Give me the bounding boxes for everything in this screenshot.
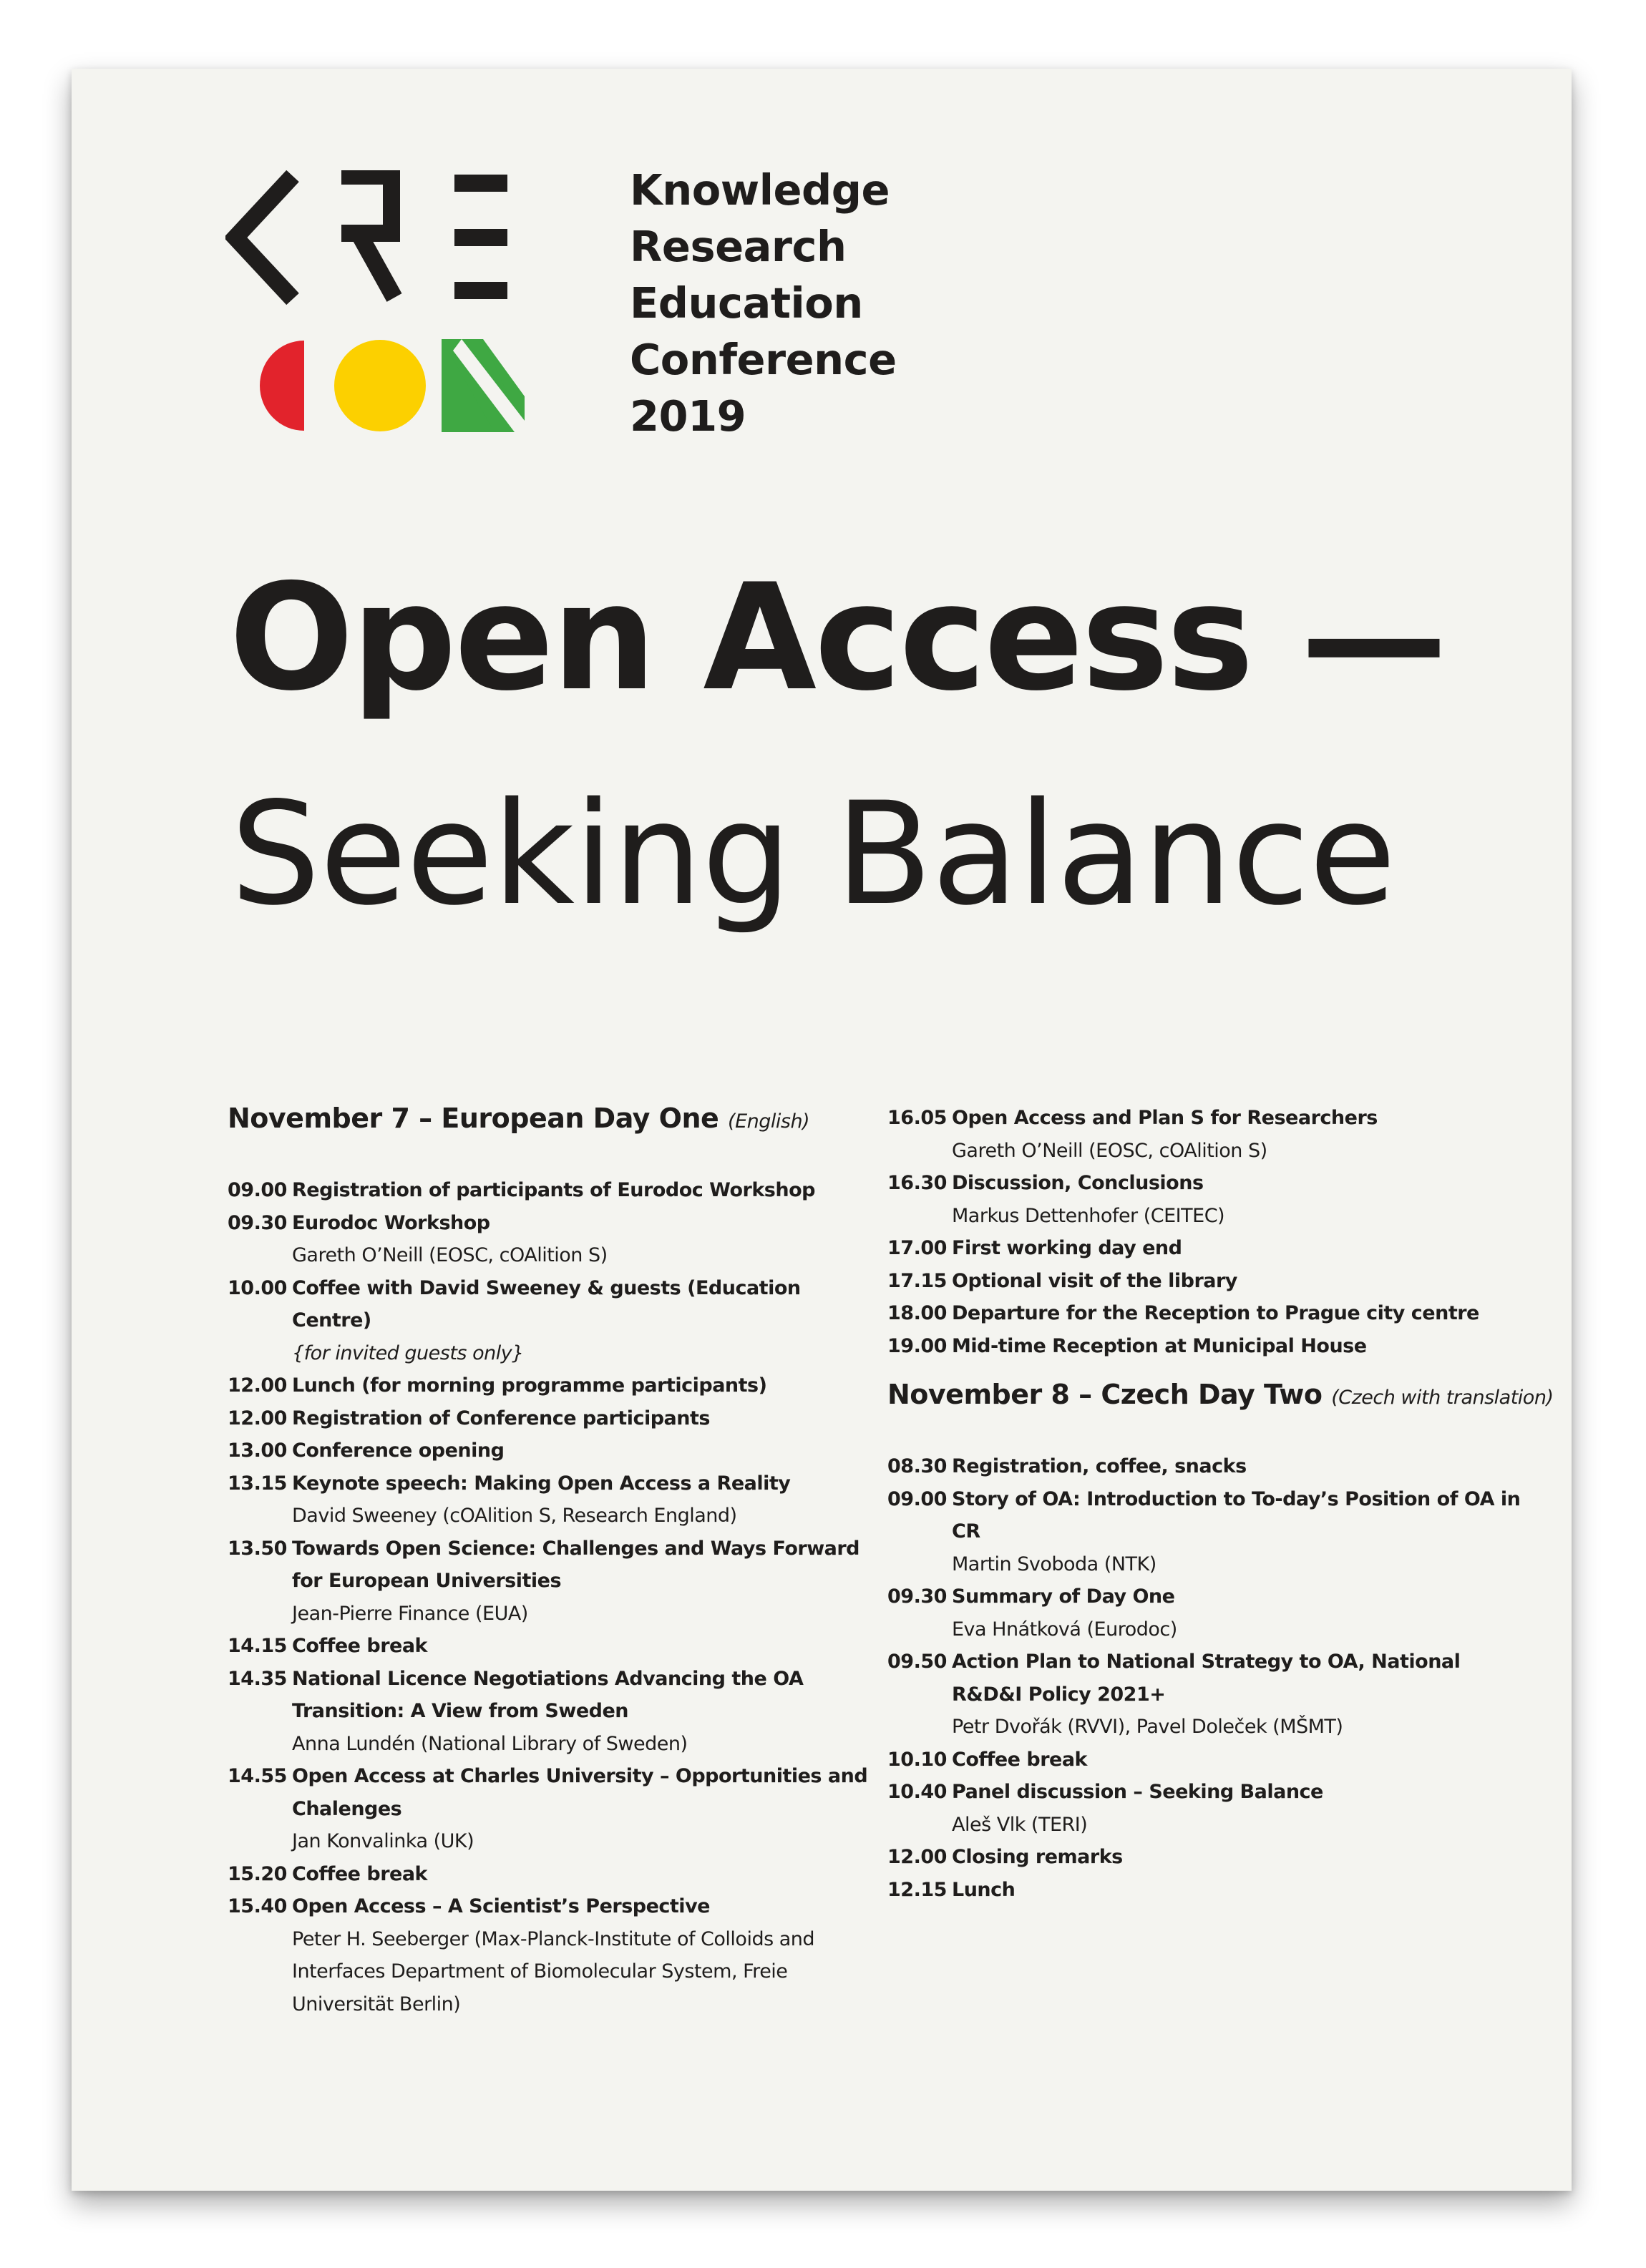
day-two-title: November 8 – Czech Day Two [887, 1379, 1323, 1410]
schedule-time: 09.30 [228, 1211, 287, 1234]
schedule-body [952, 1167, 1531, 1232]
brand-line: Research [630, 222, 847, 271]
day-one-title: November 7 – European Day One [228, 1103, 719, 1134]
schedule-time: 09.00 [228, 1179, 287, 1201]
schedule-title: Action Plan to National Strategy to OA, National R&D&I Policy 2021+ [952, 1651, 1461, 1706]
schedule-body [292, 1890, 872, 2020]
brand-line: Education [630, 278, 863, 328]
brand-line: Conference [630, 335, 897, 384]
day-two-language: (Czech with translation) [1331, 1387, 1554, 1409]
schedule-item [887, 1580, 1531, 1646]
schedule-time: 15.20 [228, 1862, 287, 1885]
schedule-time: 12.15 [887, 1878, 947, 1901]
day-two-heading [887, 1378, 1554, 1414]
subheadline: Seeking Balance [230, 771, 1396, 937]
schedule-time: 18.00 [887, 1302, 947, 1324]
schedule-time: 15.40 [228, 1895, 287, 1917]
schedule-item [228, 1369, 872, 1402]
schedule-body [952, 1483, 1531, 1581]
schedule-title: Coffee break [292, 1862, 428, 1885]
schedule-title: Coffee with David Sweeney & guests (Education Centre) [292, 1276, 801, 1331]
schedule-item [228, 1663, 872, 1761]
schedule-time: 12.00 [887, 1846, 947, 1868]
program-column-left [228, 1102, 872, 2020]
schedule-title: Registration, coffee, snacks [952, 1455, 1247, 1477]
schedule-title: Closing remarks [952, 1846, 1123, 1868]
schedule-body [952, 1102, 1531, 1167]
schedule-body [952, 1450, 1531, 1483]
schedule-item [228, 1858, 872, 1891]
schedule-time: 13.15 [228, 1472, 287, 1495]
schedule-item [228, 1272, 872, 1370]
schedule-title: Lunch (for morning programme participants) [292, 1374, 767, 1397]
red-semicircle-icon [260, 341, 304, 431]
schedule-time: 12.00 [228, 1374, 287, 1397]
schedule-item [887, 1483, 1531, 1581]
schedule-title: Mid-time Reception at Municipal House [952, 1334, 1367, 1357]
schedule-speaker: Martin Svoboda (NTK) [952, 1553, 1156, 1575]
schedule-item [228, 1174, 872, 1207]
schedule-title: Registration of participants of Eurodoc Workshop [292, 1179, 815, 1201]
program-column-right [887, 1102, 1554, 1906]
schedule-title: National Licence Negotiations Advancing the OA Transition: A View from Sweden [292, 1667, 804, 1722]
schedule-item [887, 1874, 1531, 1907]
schedule-time: 09.00 [887, 1487, 947, 1510]
schedule-body [292, 1434, 872, 1467]
schedule-body [292, 1402, 872, 1435]
brand-line: Knowledge [630, 165, 890, 215]
schedule-speaker: Gareth O’Neill (EOSC, cOAlition S) [952, 1139, 1267, 1162]
schedule-item [228, 1467, 872, 1533]
schedule-time: 08.30 [887, 1455, 947, 1477]
schedule-item [887, 1450, 1531, 1483]
schedule-title: Registration of Conference participants [292, 1407, 710, 1429]
schedule-title: Summary of Day One [952, 1585, 1175, 1608]
schedule-item [228, 1890, 872, 2020]
schedule-time: 09.30 [887, 1585, 947, 1608]
schedule-body [952, 1744, 1531, 1776]
day-one-language: (English) [728, 1110, 810, 1133]
schedule-item [887, 1776, 1531, 1841]
schedule-item [228, 1533, 872, 1631]
schedule-note: {for invited guests only} [292, 1341, 524, 1364]
schedule-body [952, 1265, 1531, 1298]
green-triangle-icon [442, 339, 525, 432]
schedule-title: Departure for the Reception to Prague city centre [952, 1302, 1479, 1324]
schedule-time: 14.35 [228, 1667, 287, 1690]
schedule-time: 10.40 [887, 1781, 947, 1803]
schedule-body [952, 1874, 1531, 1907]
schedule-item [887, 1167, 1531, 1232]
schedule-item [887, 1744, 1531, 1776]
schedule-item [887, 1646, 1531, 1744]
day-two-list [887, 1450, 1531, 1906]
schedule-title: Story of OA: Introduction to To-day’s Position of OA in CR [952, 1487, 1521, 1543]
schedule-title: Panel discussion – Seeking Balance [952, 1781, 1323, 1803]
schedule-body [292, 1533, 872, 1631]
brand-block [630, 162, 897, 444]
schedule-speaker: Eva Hnátková (Eurodoc) [952, 1618, 1177, 1641]
krecon-logo [225, 170, 526, 442]
schedule-title: Coffee break [292, 1635, 428, 1657]
schedule-body [952, 1297, 1531, 1330]
schedule-time: 17.00 [887, 1237, 947, 1259]
schedule-speaker: Gareth O’Neill (EOSC, cOAlition S) [292, 1244, 608, 1266]
schedule-time: 12.00 [228, 1407, 287, 1429]
schedule-time: 14.15 [228, 1635, 287, 1657]
schedule-body [292, 1760, 872, 1858]
schedule-speaker: Aleš Vlk (TERI) [952, 1813, 1088, 1836]
day-one-continued-list [887, 1102, 1531, 1362]
schedule-time: 10.10 [887, 1748, 947, 1771]
schedule-body [292, 1663, 872, 1761]
schedule-item [887, 1265, 1531, 1298]
schedule-title: First working day end [952, 1237, 1182, 1259]
schedule-item [887, 1841, 1531, 1874]
schedule-body [292, 1272, 872, 1370]
schedule-speaker: Petr Dvořák (RVVI), Pavel Doleček (MŠMT) [952, 1716, 1343, 1738]
day-one-heading [228, 1102, 872, 1138]
schedule-time: 17.15 [887, 1269, 947, 1292]
schedule-time: 13.00 [228, 1440, 287, 1462]
schedule-item [228, 1760, 872, 1858]
schedule-item [887, 1330, 1531, 1363]
schedule-item [228, 1402, 872, 1435]
schedule-time: 13.50 [228, 1537, 287, 1560]
e-shape-icon [454, 175, 507, 299]
schedule-speaker: David Sweeney (cOAlition S, Research England) [292, 1505, 737, 1527]
brand-line: 2019 [630, 391, 746, 441]
schedule-item [887, 1297, 1531, 1330]
schedule-time: 09.50 [887, 1651, 947, 1673]
schedule-body [952, 1580, 1531, 1646]
schedule-title: Open Access at Charles University – Opportunities and Chalenges [292, 1765, 868, 1820]
schedule-title: Lunch [952, 1878, 1016, 1901]
schedule-item [228, 1434, 872, 1467]
schedule-time: 16.05 [887, 1107, 947, 1129]
schedule-title: Keynote speech: Making Open Access a Reality [292, 1472, 791, 1495]
schedule-title: Open Access and Plan S for Researchers [952, 1107, 1378, 1129]
schedule-body [292, 1858, 872, 1891]
schedule-time: 16.30 [887, 1172, 947, 1194]
schedule-title: Optional visit of the library [952, 1269, 1237, 1292]
schedule-body [952, 1841, 1531, 1874]
schedule-body [952, 1330, 1531, 1363]
schedule-title: Towards Open Science: Challenges and Ways Forward for European Universities [292, 1537, 860, 1592]
schedule-speaker: Anna Lundén (National Library of Sweden) [292, 1732, 688, 1755]
schedule-item [228, 1630, 872, 1663]
schedule-speaker: Jean-Pierre Finance (EUA) [292, 1602, 528, 1625]
schedule-time: 14.55 [228, 1765, 287, 1787]
schedule-item [887, 1102, 1531, 1167]
schedule-title: Discussion, Conclusions [952, 1172, 1204, 1194]
schedule-speaker: Markus Dettenhofer (CEITEC) [952, 1204, 1225, 1227]
headline: Open Access — [229, 553, 1446, 723]
schedule-speaker: Jan Konvalinka (UK) [292, 1830, 474, 1852]
schedule-body [952, 1232, 1531, 1265]
yellow-circle-icon [334, 340, 426, 431]
schedule-title: Open Access – A Scientist’s Perspective [292, 1895, 710, 1917]
schedule-title: Coffee break [952, 1748, 1088, 1771]
schedule-time: 10.00 [228, 1276, 287, 1299]
schedule-body [292, 1467, 872, 1533]
schedule-speaker: Peter H. Seeberger (Max-Planck-Institute of Colloids and Interfaces Department of Biomolecular System, Freie Universität Berlin) [292, 1927, 815, 2015]
schedule-title: Conference opening [292, 1440, 505, 1462]
schedule-body [292, 1630, 872, 1663]
schedule-item [887, 1232, 1531, 1265]
schedule-body [292, 1207, 872, 1272]
left-chevron-icon [235, 176, 293, 299]
schedule-body [292, 1174, 872, 1207]
day-one-list [228, 1174, 872, 2020]
schedule-title: Eurodoc Workshop [292, 1211, 490, 1234]
schedule-time: 19.00 [887, 1334, 947, 1357]
r-shape-icon [341, 176, 394, 298]
schedule-body [952, 1646, 1531, 1744]
schedule-body [952, 1776, 1531, 1841]
schedule-body [292, 1369, 872, 1402]
schedule-item [228, 1207, 872, 1272]
